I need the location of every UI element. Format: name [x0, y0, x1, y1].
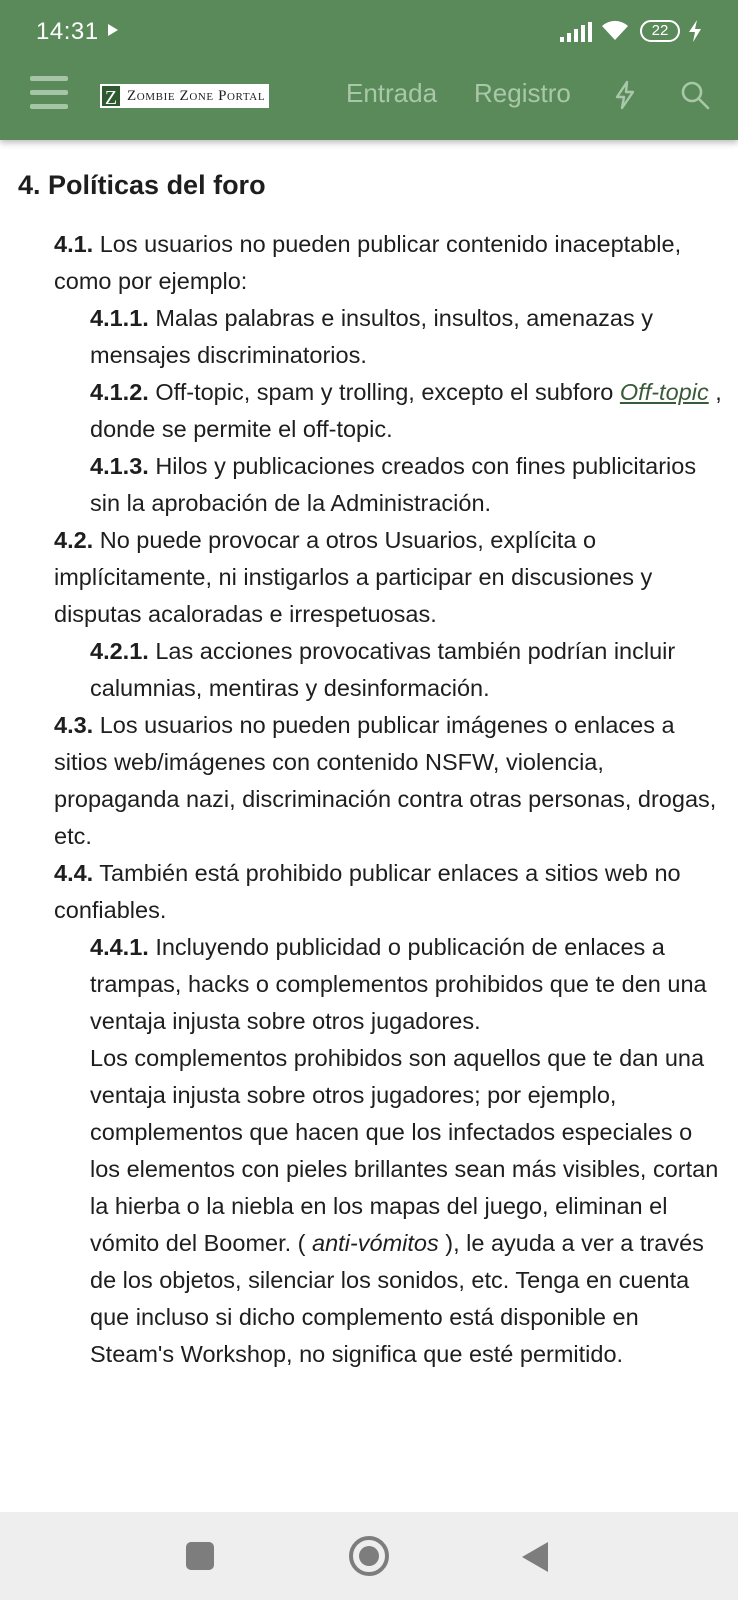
- rule-text: Incluyendo publicidad o publicación de enlaces a trampas, hacks o complementos prohibidos que te den una ventaja injusta sobre otros jugadores.: [90, 934, 707, 1034]
- rule-number: 4.1.3.: [90, 453, 149, 479]
- charging-bolt-icon: [688, 20, 702, 42]
- main-content: [0, 140, 738, 1512]
- logo-text: Zombie Zone Portal: [127, 87, 266, 104]
- status-bar: [0, 0, 738, 64]
- rule-4-4-1: [90, 929, 724, 1040]
- app-top-bar: [0, 0, 738, 140]
- back-icon[interactable]: [522, 1542, 548, 1572]
- section-title: 4. Políticas del foro: [18, 170, 266, 200]
- rule-text: También está prohibido publicar enlaces a sitios web no confiables.: [54, 860, 681, 923]
- status-time: 14:31: [36, 18, 99, 45]
- rule-number: 4.4.: [54, 860, 94, 886]
- rule-text: Los complementos prohibidos son aquellos que te dan una ventaja injusta sobre otros jugadores; por ejemplo, complementos que hacen que los infectados especiales o los elementos con pieles brillantes sean más visibles, cortan la hierba o la niebla en los mapas del juego, eliminan el vómito del Boomer. (: [90, 1045, 719, 1256]
- rule-text: Off-topic, spam y trolling, excepto el subforo: [148, 379, 620, 405]
- rule-text: No puede provocar a otros Usuarios, explícita o implícitamente, ni instigarlos a participar en discusiones y disputas acaloradas e irrespetuosas.: [54, 527, 653, 627]
- rule-4-4-1-explanation: [90, 1040, 724, 1373]
- rule-text: Hilos y publicaciones creados con fines publicitarios sin la aprobación de la Administración.: [90, 453, 697, 516]
- site-logo[interactable]: [100, 84, 269, 108]
- rule-4-1-3: [90, 448, 724, 522]
- rule-4-1-2: [90, 374, 724, 448]
- battery-indicator: 22: [640, 20, 680, 42]
- menu-icon[interactable]: [30, 76, 68, 110]
- rule-text: Los usuarios no pueden publicar imágenes o enlaces a sitios web/imágenes con contenido NSFW, violencia, propaganda nazi, discriminación contra otras personas, drogas, etc.: [54, 712, 717, 849]
- rule-4-1-1: [90, 300, 724, 374]
- lightning-icon[interactable]: [612, 80, 638, 110]
- play-notification-icon: [108, 24, 118, 36]
- rule-text: ), le ayuda a ver a través de los objetos, silenciar los sonidos, etc. Tenga en cuenta que incluso si dicho complemento está disponible en Steam's Workshop, no significa que esté permitido.: [90, 1230, 704, 1367]
- off-topic-link[interactable]: Off-topic: [619, 379, 709, 405]
- rules-list: [54, 226, 724, 1373]
- rule-number: 4.2.1.: [90, 638, 149, 664]
- rule-4-3: [54, 707, 724, 855]
- wifi-icon: [600, 18, 630, 42]
- rule-text: Las acciones provocativas también podrían incluir calumnias, mentiras y desinformación.: [90, 638, 676, 701]
- rule-4-1: [54, 226, 724, 300]
- site-header: [0, 64, 738, 140]
- rule-number: 4.4.1.: [90, 934, 149, 960]
- rule-text: , donde se permite el off-topic.: [90, 379, 722, 442]
- rule-number: 4.2.: [54, 527, 94, 553]
- rule-number: 4.3.: [54, 712, 94, 738]
- register-link[interactable]: Registro: [474, 78, 571, 108]
- rule-4-2-1: [90, 633, 724, 707]
- signal-icon: [560, 22, 594, 42]
- rule-number: 4.1.: [54, 231, 94, 257]
- logo-mark: Z: [100, 84, 122, 108]
- recent-apps-icon[interactable]: [186, 1542, 214, 1570]
- rule-4-4: [54, 855, 724, 929]
- rule-text: Malas palabras e insultos, insultos, amenazas y mensajes discriminatorios.: [90, 305, 653, 368]
- system-navigation-bar: [0, 1512, 738, 1600]
- rule-number: 4.1.1.: [90, 305, 149, 331]
- login-link[interactable]: Entrada: [346, 78, 438, 108]
- search-icon[interactable]: [680, 80, 710, 110]
- rule-4-2: [54, 522, 724, 633]
- rule-text: Los usuarios no pueden publicar contenido inaceptable, como por ejemplo:: [54, 231, 682, 294]
- rule-number: 4.1.2.: [90, 379, 149, 405]
- anti-vomit-term: anti-vómitos: [312, 1230, 439, 1256]
- home-icon[interactable]: [349, 1536, 389, 1576]
